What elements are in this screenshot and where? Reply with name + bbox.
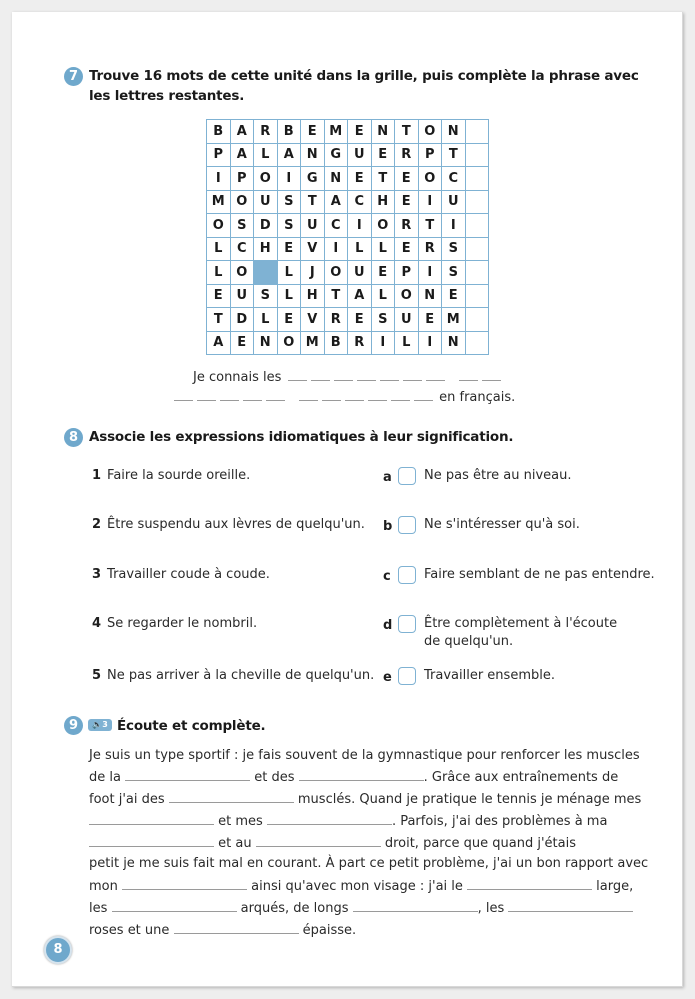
grid-cell[interactable]: R: [395, 214, 419, 238]
grid-cell[interactable]: D: [254, 214, 278, 238]
letter-blank[interactable]: [345, 399, 364, 401]
fill-blank-input[interactable]: [508, 897, 633, 912]
grid-cell[interactable]: [465, 214, 489, 238]
grid-cell[interactable]: A: [324, 190, 348, 214]
grid-row: [207, 284, 489, 308]
grid-cell[interactable]: E: [442, 284, 466, 308]
grid-cell[interactable]: N: [324, 167, 348, 191]
expression-text: Ne pas arriver à la cheville de quelqu'un.: [107, 668, 375, 683]
paragraph-text: ainsi qu'avec mon visage : j'ai le: [247, 878, 468, 894]
grid-cell[interactable]: I: [324, 237, 348, 261]
fill-blank-input[interactable]: [122, 875, 247, 890]
exercise-8-title: Associe les expressions idiomatiques à leur signification.: [89, 429, 514, 445]
grid-cell[interactable]: U: [230, 284, 254, 308]
grid-cell[interactable]: I: [277, 167, 301, 191]
grid-cell[interactable]: [465, 167, 489, 191]
grid-cell[interactable]: I: [348, 214, 372, 238]
sentence-start: Je connais les: [193, 370, 282, 385]
paragraph-text: musclés. Quand je pratique le tennis je ménage mes: [293, 792, 642, 808]
paragraph-text: . Grâce aux entraînements de: [423, 770, 619, 786]
paragraph-text: large,: [592, 878, 634, 894]
grid-cell[interactable]: V: [301, 237, 325, 261]
grid-cell[interactable]: T: [395, 120, 419, 144]
grid-cell[interactable]: O: [254, 167, 278, 191]
meaning-letter: e: [383, 670, 392, 685]
grid-cell[interactable]: N: [371, 120, 395, 144]
grid-cell[interactable]: B: [324, 331, 348, 355]
grid-cell[interactable]: I: [418, 190, 442, 214]
fill-blank-input[interactable]: [256, 832, 381, 847]
letter-blank[interactable]: [391, 399, 410, 401]
meaning-item: [383, 667, 555, 687]
expression-item: [92, 467, 250, 485]
exercise-7-title: [89, 66, 639, 106]
grid-row: [207, 214, 489, 238]
meaning-item: [383, 516, 580, 536]
grid-cell[interactable]: O: [324, 261, 348, 285]
letter-blank[interactable]: [426, 379, 445, 381]
grid-cell[interactable]: T: [418, 214, 442, 238]
grid-cell[interactable]: T: [324, 284, 348, 308]
meaning-letter: a: [383, 470, 392, 485]
fill-blank-input[interactable]: [89, 832, 214, 847]
grid-cell[interactable]: S: [371, 308, 395, 332]
answer-checkbox[interactable]: [398, 566, 416, 584]
grid-cell[interactable]: R: [324, 308, 348, 332]
grid-cell[interactable]: R: [348, 331, 372, 355]
grid-cell[interactable]: U: [395, 308, 419, 332]
grid-cell[interactable]: T: [301, 190, 325, 214]
paragraph-text: roses et une: [89, 922, 174, 938]
meaning-text-line: Être complètement à l'écoute: [424, 616, 618, 631]
meaning-text: [424, 566, 655, 584]
grid-cell[interactable]: I: [371, 331, 395, 355]
grid-cell[interactable]: R: [254, 120, 278, 144]
grid-cell[interactable]: I: [418, 261, 442, 285]
letter-blank[interactable]: [380, 379, 399, 381]
grid-cell[interactable]: M: [442, 308, 466, 332]
grid-row: [207, 190, 489, 214]
meaning-text: [424, 667, 555, 685]
grid-cell[interactable]: E: [348, 120, 372, 144]
grid-cell[interactable]: L: [395, 331, 419, 355]
grid-cell[interactable]: [465, 308, 489, 332]
expression-text: Être suspendu aux lèvres de quelqu'un.: [107, 517, 365, 532]
letter-blanks-line-1[interactable]: [286, 370, 503, 385]
letter-blank[interactable]: [174, 399, 193, 401]
grid-cell[interactable]: M: [301, 331, 325, 355]
grid-row: [207, 143, 489, 167]
letter-blank[interactable]: [288, 379, 307, 381]
letter-blank[interactable]: [220, 399, 239, 401]
expression-text: Se regarder le nombril.: [107, 616, 258, 631]
grid-cell[interactable]: E: [230, 331, 254, 355]
paragraph-line: [89, 897, 649, 919]
letter-blanks-line-2[interactable]: [172, 390, 435, 405]
grid-cell[interactable]: L: [207, 261, 231, 285]
fill-blank-input[interactable]: [467, 875, 592, 890]
grid-cell[interactable]: M: [207, 190, 231, 214]
grid-cell[interactable]: C: [442, 167, 466, 191]
grid-cell[interactable]: J: [301, 261, 325, 285]
grid-cell[interactable]: C: [348, 190, 372, 214]
grid-cell[interactable]: B: [207, 120, 231, 144]
word-search-grid: [206, 119, 489, 355]
grid-cell-filled[interactable]: [254, 261, 278, 285]
letter-blank[interactable]: [197, 399, 216, 401]
fill-blank-input[interactable]: [89, 810, 214, 825]
letter-blank[interactable]: [482, 379, 501, 381]
grid-cell[interactable]: [465, 120, 489, 144]
grid-cell[interactable]: A: [230, 143, 254, 167]
grid-cell[interactable]: I: [418, 331, 442, 355]
grid-cell[interactable]: T: [442, 143, 466, 167]
paragraph-text: mon: [89, 878, 122, 894]
expression-text: Travailler coude à coude.: [107, 567, 270, 582]
letter-blank[interactable]: [322, 399, 341, 401]
grid-cell[interactable]: L: [371, 284, 395, 308]
expression-item: [92, 516, 365, 534]
exercise-8-badge: 8: [64, 428, 83, 447]
grid-cell[interactable]: O: [230, 261, 254, 285]
expression-number: 1: [92, 468, 102, 483]
fill-blank-input[interactable]: [299, 766, 424, 781]
grid-cell[interactable]: A: [348, 284, 372, 308]
grid-cell[interactable]: H: [254, 237, 278, 261]
grid-cell[interactable]: L: [254, 143, 278, 167]
meaning-text-line: Travailler ensemble.: [424, 668, 555, 683]
grid-cell[interactable]: [465, 143, 489, 167]
grid-cell[interactable]: U: [442, 190, 466, 214]
letter-blank[interactable]: [459, 379, 478, 381]
grid-cell[interactable]: U: [348, 261, 372, 285]
grid-cell[interactable]: S: [442, 261, 466, 285]
fill-blank-input[interactable]: [125, 766, 250, 781]
letter-blank[interactable]: [299, 399, 318, 401]
paragraph-text: et mes: [214, 814, 267, 830]
paragraph-line: [89, 766, 649, 788]
grid-cell[interactable]: O: [371, 214, 395, 238]
grid-cell[interactable]: P: [395, 261, 419, 285]
grid-cell[interactable]: M: [324, 120, 348, 144]
meaning-letter: c: [383, 569, 391, 584]
grid-cell[interactable]: H: [371, 190, 395, 214]
grid-cell[interactable]: O: [418, 120, 442, 144]
grid-cell[interactable]: O: [395, 284, 419, 308]
grid-cell[interactable]: L: [207, 237, 231, 261]
meaning-letter: d: [383, 618, 393, 633]
grid-cell[interactable]: B: [277, 120, 301, 144]
grid-cell[interactable]: V: [301, 308, 325, 332]
grid-cell[interactable]: U: [254, 190, 278, 214]
speaker-icon[interactable]: 🔈3: [88, 719, 112, 731]
grid-cell[interactable]: O: [207, 214, 231, 238]
letter-blank[interactable]: [403, 379, 422, 381]
exercise-9-badge: 9: [64, 716, 83, 735]
sentence-end: en français.: [439, 390, 516, 405]
letter-blank[interactable]: [266, 399, 285, 401]
grid-row: [207, 331, 489, 355]
grid-cell[interactable]: R: [418, 237, 442, 261]
letter-blank[interactable]: [414, 399, 433, 401]
answer-checkbox[interactable]: [398, 615, 416, 633]
grid-cell[interactable]: D: [230, 308, 254, 332]
paragraph-line: [89, 810, 649, 832]
grid-cell[interactable]: A: [230, 120, 254, 144]
paragraph-line: [89, 746, 649, 766]
grid-cell[interactable]: S: [230, 214, 254, 238]
grid-cell[interactable]: R: [395, 143, 419, 167]
grid-cell[interactable]: I: [207, 167, 231, 191]
meaning-text: [424, 516, 580, 534]
grid-cell[interactable]: S: [254, 284, 278, 308]
paragraph-line: [89, 875, 649, 897]
paragraph-text: foot j'ai des: [89, 792, 169, 808]
paragraph-line: [89, 788, 649, 810]
paragraph-text: de la: [89, 770, 126, 786]
expression-number: 3: [92, 567, 102, 582]
expression-item: [92, 566, 270, 584]
grid-cell[interactable]: S: [442, 237, 466, 261]
expression-number: 5: [92, 668, 102, 683]
grid-cell[interactable]: [465, 261, 489, 285]
exercise-7-badge: 7: [64, 67, 83, 86]
grid-cell[interactable]: [465, 237, 489, 261]
paragraph-text: et au: [214, 836, 256, 852]
exercise-7-title-line2: les lettres restantes.: [89, 88, 245, 104]
meaning-text-line: Faire semblant de ne pas entendre.: [424, 567, 655, 582]
grid-cell[interactable]: N: [418, 284, 442, 308]
grid-cell[interactable]: E: [207, 284, 231, 308]
expression-text: Faire la sourde oreille.: [107, 468, 251, 483]
paragraph-text: petit je me suis fait mal en courant. À part ce petit problème, j'ai un bon rapport avec: [89, 856, 649, 872]
grid-cell[interactable]: [465, 190, 489, 214]
grid-cell[interactable]: E: [348, 308, 372, 332]
grid-cell[interactable]: A: [277, 143, 301, 167]
grid-cell[interactable]: E: [371, 261, 395, 285]
grid-cell[interactable]: N: [442, 120, 466, 144]
grid-cell[interactable]: E: [395, 190, 419, 214]
meaning-item: [383, 467, 571, 487]
grid-cell[interactable]: U: [348, 143, 372, 167]
fill-blank-input[interactable]: [267, 810, 392, 825]
grid-row: [207, 308, 489, 332]
grid-cell[interactable]: L: [254, 308, 278, 332]
grid-cell[interactable]: L: [277, 261, 301, 285]
exercise-7-title-line1: Trouve 16 mots de cette unité dans la grille, puis complète la phrase avec: [89, 68, 639, 84]
page-number: 8: [44, 936, 72, 964]
letter-blank[interactable]: [334, 379, 353, 381]
fill-blank-input[interactable]: [174, 919, 299, 934]
fill-blank-input[interactable]: [112, 897, 237, 912]
meaning-text-line: de quelqu'un.: [424, 634, 514, 649]
paragraph-text: , les: [477, 900, 509, 916]
audio-track-number: 3: [102, 720, 108, 729]
meaning-letter: b: [383, 519, 393, 534]
grid-cell[interactable]: S: [277, 214, 301, 238]
grid-cell[interactable]: O: [230, 190, 254, 214]
grid-cell[interactable]: I: [442, 214, 466, 238]
sentence-line-2: [172, 389, 515, 407]
paragraph-text: . Parfois, j'ai des problèmes à ma: [391, 814, 608, 830]
meaning-text: [424, 467, 571, 485]
grid-cell[interactable]: E: [301, 120, 325, 144]
paragraph-line: [89, 919, 649, 941]
exercise-9-title: Écoute et complète.: [117, 718, 266, 734]
answer-checkbox[interactable]: [398, 667, 416, 685]
paragraph-text: les: [89, 900, 112, 916]
grid-cell[interactable]: A: [207, 331, 231, 355]
answer-checkbox[interactable]: [398, 467, 416, 485]
grid-cell[interactable]: C: [324, 214, 348, 238]
grid-row: [207, 237, 489, 261]
grid-cell[interactable]: [465, 284, 489, 308]
expression-number: 2: [92, 517, 102, 532]
grid-cell[interactable]: O: [277, 331, 301, 355]
paragraph-line: [89, 854, 649, 874]
grid-cell[interactable]: E: [395, 167, 419, 191]
meaning-item: [383, 615, 617, 651]
expression-number: 4: [92, 616, 102, 631]
fill-blank-input[interactable]: [353, 897, 478, 912]
paragraph-text: arqués, de longs: [236, 900, 353, 916]
grid-cell[interactable]: E: [277, 237, 301, 261]
grid-cell[interactable]: P: [230, 167, 254, 191]
grid-cell[interactable]: E: [395, 237, 419, 261]
grid-cell[interactable]: G: [324, 143, 348, 167]
grid-cell[interactable]: E: [371, 143, 395, 167]
expression-item: [92, 615, 257, 633]
paragraph-text: droit, parce que quand j'étais: [380, 836, 576, 852]
expression-item: [92, 667, 374, 685]
grid-cell[interactable]: C: [230, 237, 254, 261]
grid-cell[interactable]: N: [301, 143, 325, 167]
sentence-line-1: [193, 369, 503, 387]
grid-cell[interactable]: [465, 331, 489, 355]
grid-cell[interactable]: S: [277, 190, 301, 214]
grid-row: [207, 120, 489, 144]
paragraph-text: et des: [250, 770, 299, 786]
grid-row: [207, 167, 489, 191]
grid-cell[interactable]: P: [418, 143, 442, 167]
letter-blank[interactable]: [357, 379, 376, 381]
meaning-item: [383, 566, 655, 586]
grid-cell[interactable]: U: [301, 214, 325, 238]
grid-cell[interactable]: E: [348, 167, 372, 191]
grid-cell[interactable]: L: [277, 284, 301, 308]
letter-blank[interactable]: [311, 379, 330, 381]
meaning-text-line: Ne pas être au niveau.: [424, 468, 572, 483]
answer-checkbox[interactable]: [398, 516, 416, 534]
grid-cell[interactable]: P: [207, 143, 231, 167]
grid-row: [207, 261, 489, 285]
grid-cell[interactable]: E: [418, 308, 442, 332]
grid-cell[interactable]: H: [301, 284, 325, 308]
letter-blank[interactable]: [368, 399, 387, 401]
meaning-text: [424, 615, 617, 651]
grid-cell[interactable]: O: [418, 167, 442, 191]
grid-cell[interactable]: N: [442, 331, 466, 355]
grid-cell[interactable]: E: [277, 308, 301, 332]
fill-in-paragraph: [89, 746, 649, 941]
meaning-text-line: Ne s'intéresser qu'à soi.: [424, 517, 580, 532]
grid-cell[interactable]: T: [371, 167, 395, 191]
fill-blank-input[interactable]: [169, 788, 294, 803]
grid-cell[interactable]: G: [301, 167, 325, 191]
letter-blank[interactable]: [243, 399, 262, 401]
grid-cell[interactable]: N: [254, 331, 278, 355]
paragraph-text: épaisse.: [298, 922, 357, 938]
paragraph-line: [89, 832, 649, 854]
paragraph-text: Je suis un type sportif : je fais souvent de la gymnastique pour renforcer les muscles: [89, 748, 640, 763]
grid-cell[interactable]: L: [371, 237, 395, 261]
grid-cell[interactable]: T: [207, 308, 231, 332]
grid-cell[interactable]: L: [348, 237, 372, 261]
